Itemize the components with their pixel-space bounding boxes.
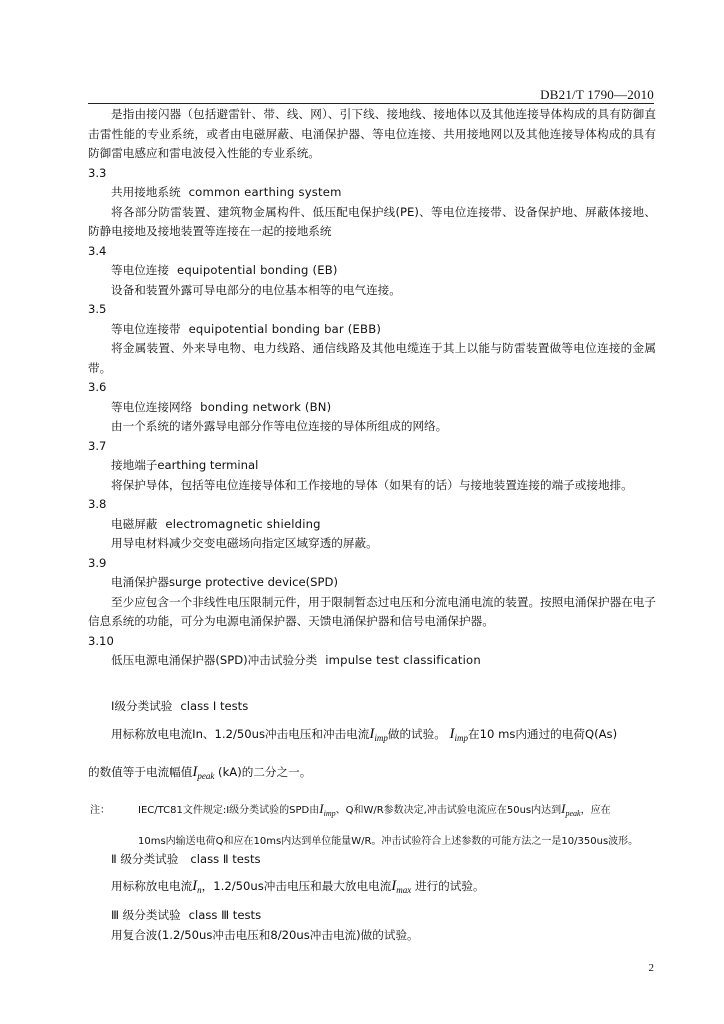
subscript-max: max: [396, 885, 412, 895]
term-definition: 将金属装置、外来导电物、电力线路、通信线路及其他电缆连于其上以能与防雷装置做等电位连接的金属带。: [88, 341, 656, 375]
term-title-cn: 等电位连接带: [111, 321, 181, 336]
text: (kA)的二分之一。: [218, 765, 312, 779]
text: 、Q和W/R参数决定,冲击试验电流应在50us内达到: [335, 805, 562, 816]
subscript-peak: peak: [197, 771, 215, 781]
term-title-cn: 等电位连接: [111, 263, 169, 277]
class2-heading-cn: Ⅱ 级分类试验: [111, 852, 179, 866]
term-title: [88, 456, 656, 476]
subscript-imp: imp: [374, 733, 388, 743]
term-title-cn: 等电位连接网络: [111, 399, 193, 414]
symbol-i: I: [192, 878, 198, 894]
symbol-i: I: [561, 801, 566, 816]
symbol-i: I: [391, 878, 397, 894]
term-title-en: bonding network (BN): [200, 399, 332, 414]
term-number: 3.9: [88, 555, 107, 570]
term-title-en: surge protective device(SPD): [168, 575, 338, 589]
note-label: 注：: [90, 805, 110, 816]
document-body: [88, 105, 656, 671]
class1-note-line2: 10ms内输送电荷Q和应在10ms内达到单位能量W/R。冲击试验符合上述参数的可能方法之一是10/350us波形。: [138, 836, 639, 847]
term-title: [88, 398, 656, 418]
text: 在10 ms内通过的电荷Q(As): [468, 727, 618, 741]
term-number: 3.10: [88, 633, 114, 648]
term-definition: 由一个系统的诸外露导电部分作等电位连接的导体所组成的网络。: [111, 419, 448, 433]
subscript-imp: imp: [454, 733, 469, 743]
symbol-i: I: [192, 764, 198, 780]
term-definition: 至少应包含一个非线性电压限制元件，用于限制暂态过电压和分流电涌电流的装置。按照电涌保护器在电子信息系统的功能，可分为电源电涌保护器、天馈电涌保护器和信号电涌保护器。: [88, 594, 656, 628]
class1-line2: [88, 764, 311, 781]
term-title: [88, 320, 656, 340]
symbol-i: I: [369, 726, 375, 742]
term-title-cn: 低压电源电涌保护器(SPD)冲击试验分类: [111, 653, 318, 667]
term-definition: 用导电材料减少交变电磁场向指定区域穿透的屏蔽。: [111, 536, 378, 550]
class2-heading: [111, 851, 261, 867]
subscript-imp: imp: [323, 809, 336, 818]
class1-heading: [111, 698, 248, 714]
standard-code: DB21/T 1790—2010: [540, 87, 654, 102]
symbol-i: I: [319, 801, 324, 816]
text: 的数值等于电流幅值: [88, 765, 193, 779]
term-definition: 将各部分防雷装置、建筑物金属构件、低压配电保护线(PE)、等电位连接带、设备保护地、屏蔽体接地、防静电接地及接地装置等连接在一起的接地系统: [88, 204, 656, 238]
text: ，应在: [580, 805, 611, 816]
class1-heading-en: class Ⅰ tests: [180, 699, 249, 713]
term-title: [88, 573, 656, 593]
term-title: [88, 261, 656, 281]
term-title-en: electromagnetic shielding: [165, 516, 321, 531]
term-title: [88, 183, 656, 203]
subscript-peak: peak: [565, 809, 581, 818]
header-rule: [88, 103, 654, 104]
term-title-en: equipotential bonding (EB): [176, 263, 338, 277]
text: IEC/TC81文件规定:Ⅰ级分类试验的SPD由: [138, 805, 320, 816]
term-number: 3.7: [88, 438, 107, 453]
intro-paragraph: 是指由接闪器（包括避雷针、带、线、网）、引下线、接地线、接地体以及其他连接导体构成的具有防御直击雷性能的专业系统，或者由电磁屏蔽、电涌保护器、等电位连接、共用接地网以及其他连接导体构成的具有防御雷电感应和雷电波侵入性能的专业系统。: [88, 107, 656, 160]
term-title-cn: 电磁屏蔽: [111, 516, 158, 531]
term-number: 3.3: [88, 165, 107, 180]
class1-line1: [111, 726, 617, 743]
term-title-cn: 接地端子: [111, 458, 158, 472]
term-title-cn: 共用接地系统: [111, 185, 181, 199]
text: 用标称放电电流In、1.2/50us冲击电压和冲击电流: [111, 727, 370, 741]
class1-heading-cn: Ⅰ级分类试验: [111, 699, 173, 713]
term-number: 3.8: [88, 497, 107, 511]
term-title-en: impulse test classification: [325, 653, 481, 667]
term-title: [88, 515, 656, 535]
class3-heading-en: class Ⅲ tests: [188, 908, 262, 922]
class3-line: 用复合波(1.2/50us冲击电压和8/20us冲击电流)做的试验。: [111, 928, 419, 942]
term-number: 3.5: [88, 302, 107, 316]
class3-heading-cn: Ⅲ 级分类试验: [111, 908, 181, 922]
symbol-i: I: [449, 726, 455, 742]
term-definition: 将保护导体，包括等电位连接导体和工作接地的导体（如果有的话）与接地装置连接的端子或接地排。: [111, 477, 633, 492]
term-number: 3.4: [88, 243, 107, 258]
text: 用标称放电电流: [111, 879, 193, 893]
class1-note: [88, 801, 656, 818]
subscript-n: n: [197, 885, 202, 895]
term-title: [88, 651, 656, 671]
text: 进行的试验。: [414, 879, 485, 893]
term-number: 3.6: [88, 380, 107, 394]
term-definition: 设备和装置外露可导电部分的电位基本相等的电气连接。: [111, 282, 401, 297]
class2-line: [111, 878, 485, 895]
term-title-en: common earthing system: [188, 185, 342, 199]
text: 做的试验。: [387, 727, 446, 741]
term-title-cn: 电涌保护器: [111, 575, 169, 589]
term-title-en: earthing terminal: [157, 458, 259, 472]
term-title-en: equipotential bonding bar (EBB): [188, 321, 382, 336]
class3-heading: [111, 907, 261, 923]
class2-heading-en: class Ⅱ tests: [190, 852, 261, 866]
page-number: 2: [648, 962, 654, 974]
text: ，1.2/50us冲击电压和最大放电电流: [201, 879, 392, 893]
